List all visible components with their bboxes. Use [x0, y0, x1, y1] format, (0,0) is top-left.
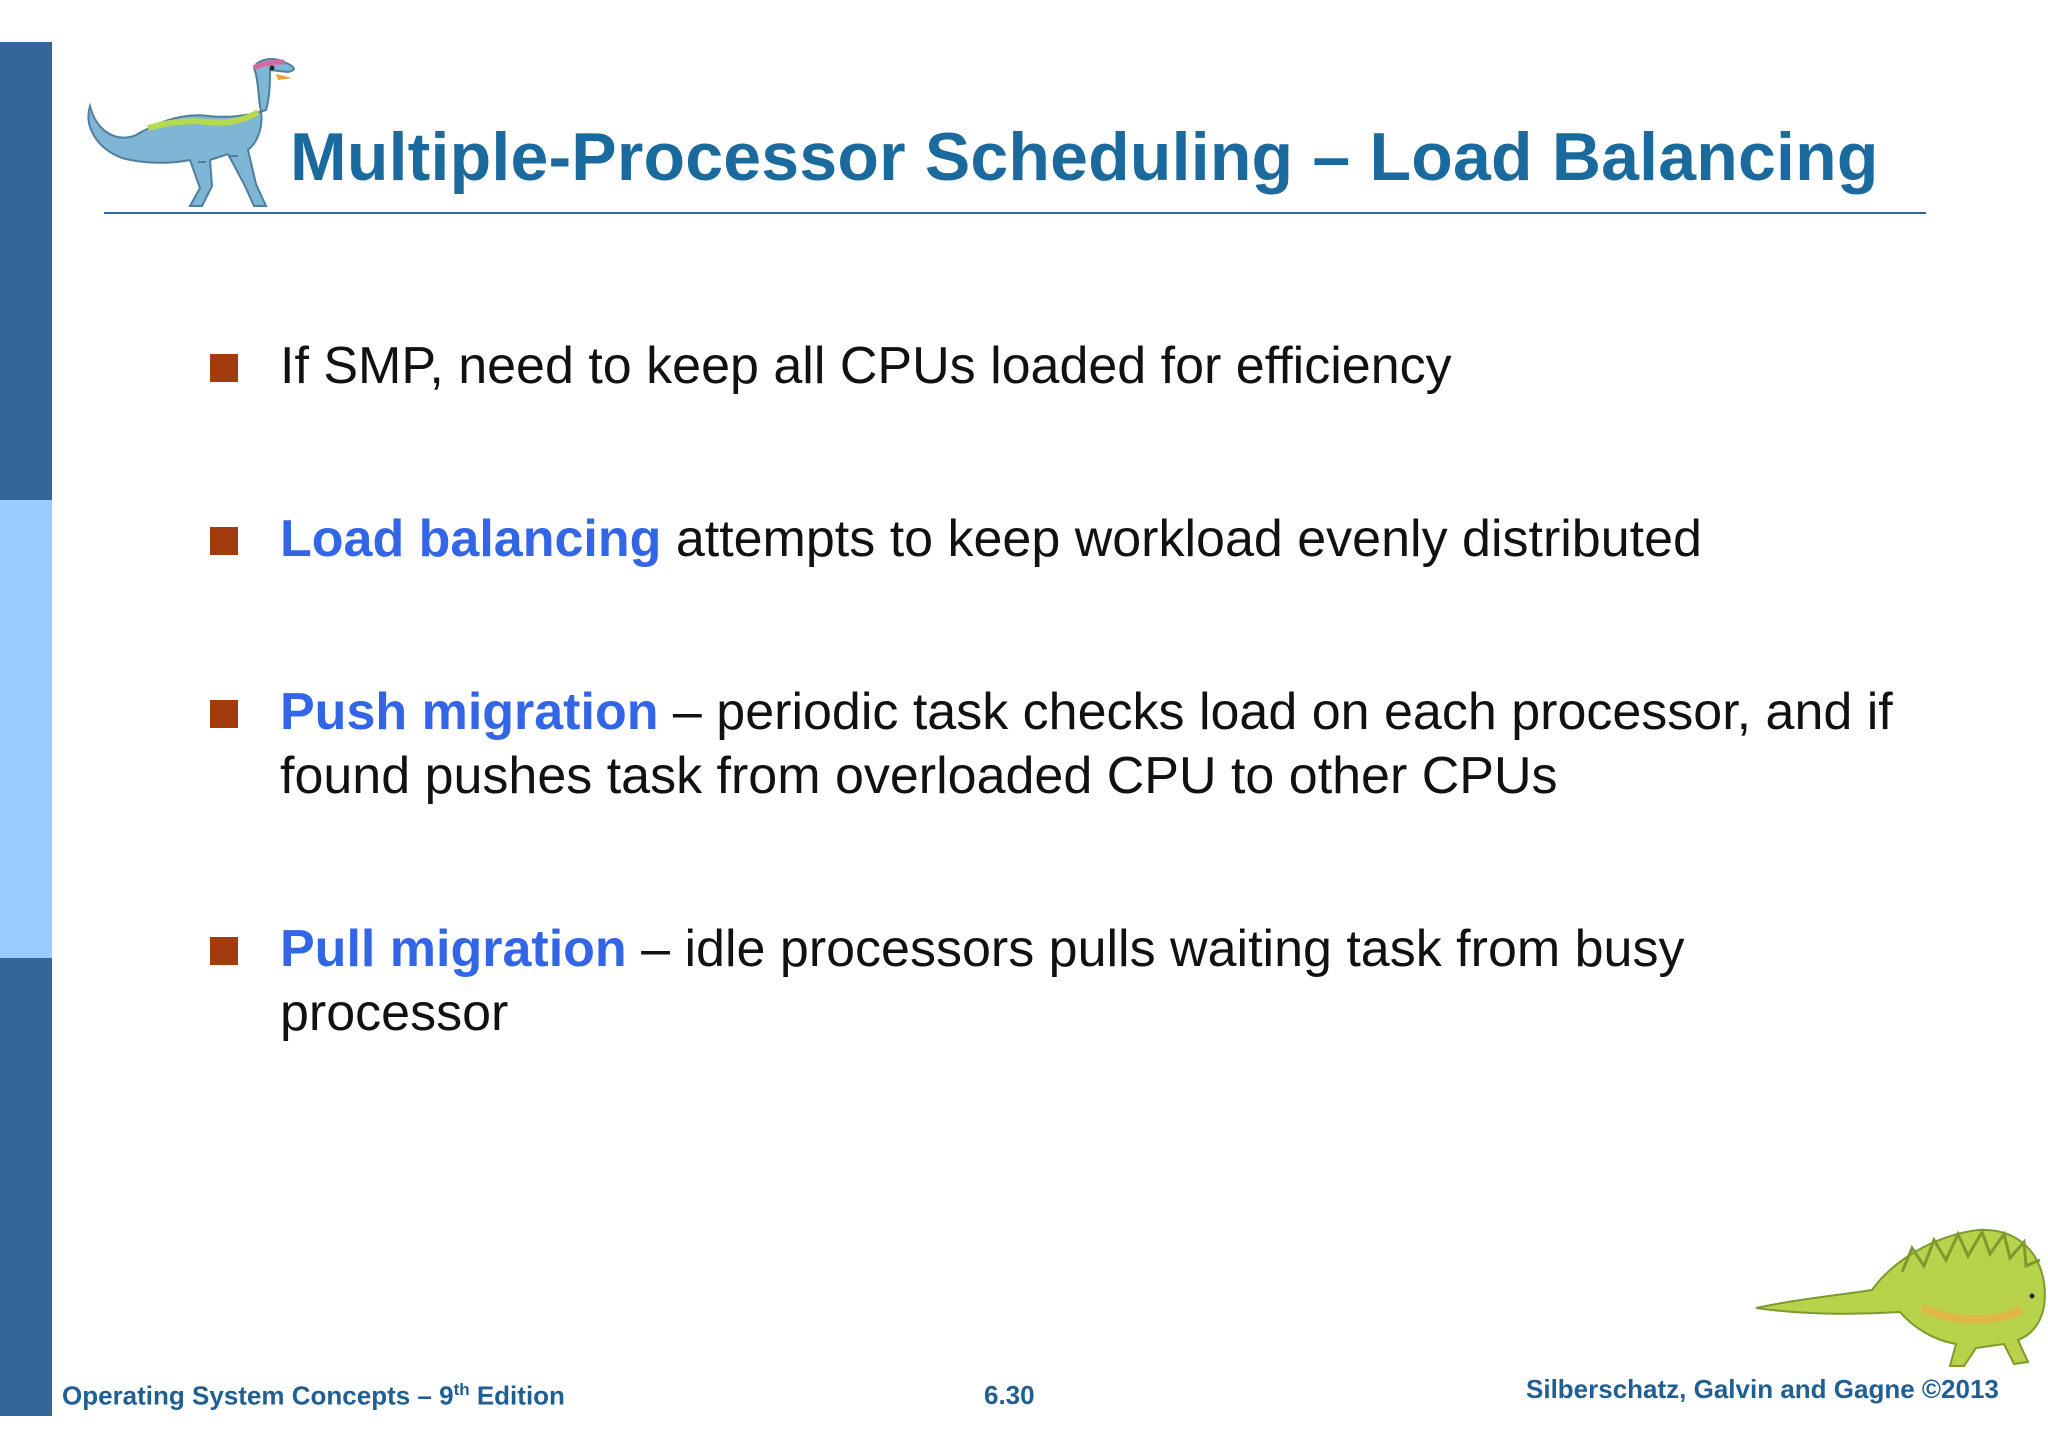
bullet-item [210, 334, 1910, 398]
page-number: 6.30 [984, 1380, 1035, 1410]
footer-book-title-text: Operating System Concepts – 9 [62, 1380, 454, 1411]
bullet-text: – periodic task checks load on each processor, and if found pushes task from overloaded CPU to other CPUs [280, 683, 1893, 805]
bullet-term: Push migration [280, 683, 659, 741]
square-bullet-icon [210, 354, 238, 382]
footer-book-title [62, 1380, 565, 1412]
bullet-text: If SMP, need to keep all CPUs loaded for efficiency [280, 337, 1452, 395]
bullet-list [210, 334, 1910, 1154]
square-bullet-icon [210, 527, 238, 555]
bullet-text: attempts to keep workload evenly distributed [661, 510, 1702, 568]
square-bullet-icon [210, 700, 238, 728]
slide-title: Multiple-Processor Scheduling – Load Balancing [290, 119, 1879, 195]
sidebar-band-bottom [0, 958, 52, 1416]
title-divider [104, 212, 1926, 214]
footer-edition-text: Edition [469, 1380, 565, 1411]
bullet-text: – idle processors pulls waiting task from busy processor [280, 920, 1685, 1042]
square-bullet-icon [210, 937, 238, 965]
bullet-item [210, 680, 1910, 808]
sidebar-band-middle [0, 500, 52, 958]
dinosaur-top-icon [78, 56, 314, 212]
bullet-item [210, 917, 1910, 1045]
sidebar-bands [0, 42, 52, 1416]
dinosaur-bottom-icon [1752, 1212, 2048, 1372]
footer-edition-superscript: th [453, 1380, 470, 1399]
bullet-item [210, 507, 1910, 571]
sidebar-band-top [0, 42, 52, 500]
bullet-term: Pull migration [280, 920, 627, 978]
bullet-term: Load balancing [280, 510, 662, 568]
footer-authors: Silberschatz, Galvin and Gagne ©2013 [1526, 1374, 1999, 1404]
